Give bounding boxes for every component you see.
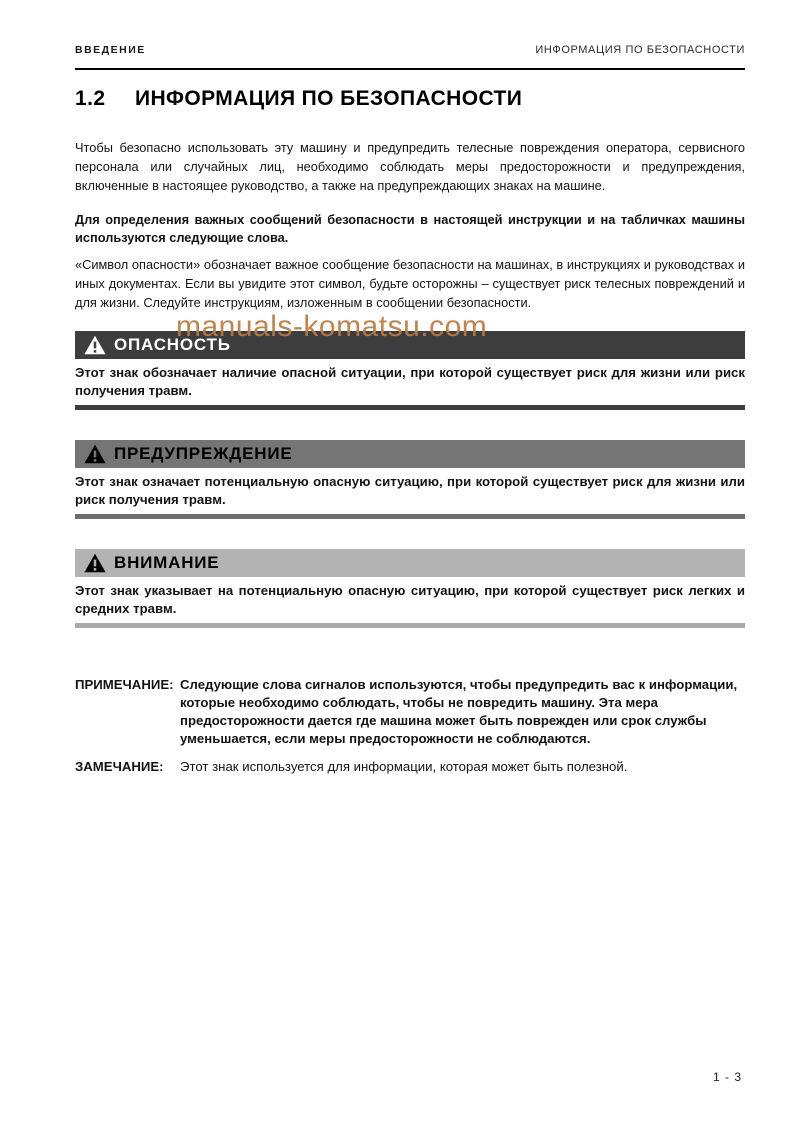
warning-triangle-icon bbox=[84, 553, 106, 573]
signal-box-caution bbox=[75, 549, 745, 628]
signal-description-danger: Этот знак обозначает наличие опасной ситуации, при которой существует риск для жизни или риск получения травм. bbox=[75, 365, 745, 398]
signal-bar-caution bbox=[75, 549, 745, 577]
page-title bbox=[75, 86, 745, 111]
section-title-text: ИНФОРМАЦИЯ ПО БЕЗОПАСНОСТИ bbox=[135, 87, 523, 110]
signal-box-danger bbox=[75, 331, 745, 410]
site-watermark: manuals-komatsu.com bbox=[176, 310, 488, 343]
signal-rule-danger bbox=[75, 405, 745, 410]
page-number: 1 - 3 bbox=[712, 1070, 742, 1084]
header-rule bbox=[75, 68, 745, 70]
running-header-right: ИНФОРМАЦИЯ ПО БЕЗОПАСНОСТИ bbox=[535, 44, 745, 56]
signal-label-danger: ОПАСНОСТЬ bbox=[114, 335, 231, 354]
note-label: ЗАМЕЧАНИЕ: bbox=[75, 759, 164, 774]
signal-box-warning bbox=[75, 440, 745, 519]
section-number: 1.2 bbox=[75, 87, 106, 110]
signal-label-caution: ВНИМАНИЕ bbox=[114, 553, 220, 572]
note-label: ПРИМЕЧАНИЕ: bbox=[75, 677, 174, 692]
notes-block bbox=[75, 676, 745, 776]
signal-description-warning: Этот знак означает потенциальную опасную ситуацию, при которой существует риск для жизни или риск получения травм. bbox=[75, 474, 745, 507]
warning-triangle-icon bbox=[84, 444, 106, 464]
intro-paragraph-2: Для определения важных сообщений безопасности в настоящей инструкции и на табличках машины используются следующие слова. bbox=[75, 212, 745, 245]
warning-triangle-icon bbox=[84, 335, 106, 355]
note-zamechanie bbox=[75, 758, 745, 776]
running-header bbox=[75, 0, 745, 56]
signal-description-caution: Этот знак указывает на потенциальную опасную ситуацию, при которой существует риск легких и средних травм. bbox=[75, 583, 745, 616]
signal-bar-danger bbox=[75, 331, 745, 359]
signal-rule-caution bbox=[75, 623, 745, 628]
running-header-left: ВВЕДЕНИЕ bbox=[75, 44, 146, 56]
signal-rule-warning bbox=[75, 514, 745, 519]
signal-bar-warning bbox=[75, 440, 745, 468]
note-primechanie bbox=[75, 676, 745, 748]
intro-paragraph-3: «Символ опасности» обозначает важное сообщение безопасности на машинах, в инструкциях и руководствах и иных документах. Если вы увидите этот символ, будьте осторожны – существует риск телесных повреждений и для жизни. Следуйте инструкциям, изложенным в сообщении безопасности. bbox=[75, 257, 745, 310]
intro-paragraph-1: Чтобы безопасно использовать эту машину и предупредить телесные повреждения оператора, сервисного персонала или случайных лиц, необходимо соблюдать меры предосторожности и предупреждения, включенные в настоящее руководство, а также на предупреждающих знаках на машине. bbox=[75, 140, 745, 193]
note-text: Этот знак используется для информации, которая может быть полезной. bbox=[180, 759, 628, 774]
note-text: Следующие слова сигналов используются, чтобы предупредить вас к информации, которые необходимо соблюдать, чтобы не повредить машину. Эта мера предосторожности дается где машина может быть поврежден или срок службы уменьшается, если меры предосторожности не соблюдаются. bbox=[180, 677, 738, 746]
signal-label-warning: ПРЕДУПРЕЖДЕНИЕ bbox=[114, 444, 293, 463]
